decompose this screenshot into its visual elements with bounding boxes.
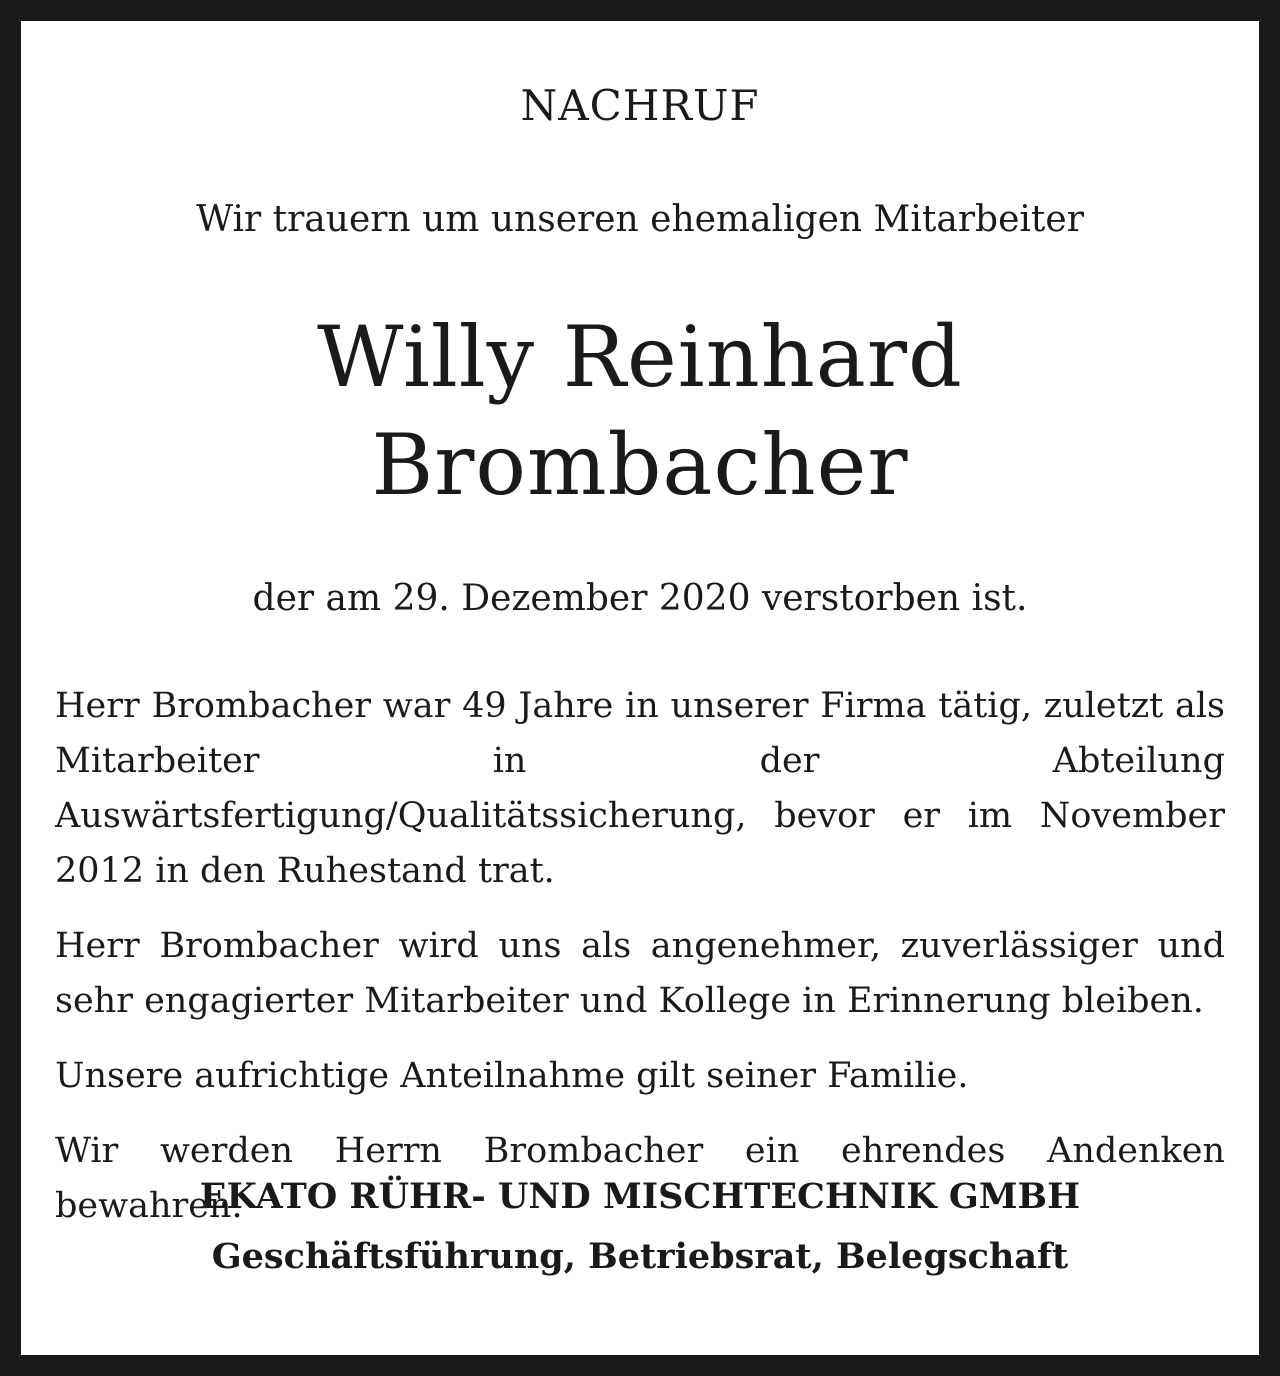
paragraph-4: Wir werden Herrn Brombacher ein ehrendes Andenken bewahren. [55,1131,1225,1226]
date-line: der am 29. Dezember 2020 verstorben ist. [252,578,1028,619]
name-line-1: Willy Reinhard [317,308,963,406]
name-line-2: Brombacher [371,416,909,514]
intro-text: Wir trauern um unseren ehemaligen Mitarbeiter [196,199,1084,240]
company-name: EKATO RÜHR- UND MISCHTECHNIK GMBH [199,1176,1081,1217]
signature-block [21,1167,1259,1287]
obituary-card [21,21,1259,1355]
paragraph-1: Herr Brombacher war 49 Jahre in unserer Firma tätig, zuletzt als Mitarbeiter in der Abteilung Auswärtsfertigung/Qualitätssicherung, bevor er im November 2012 in den Ruhestand trat. [55,686,1225,891]
heading: NACHRUF [520,81,760,130]
deceased-name [21,303,1259,519]
paragraph-2: Herr Brombacher wird uns als angenehmer, zuverlässiger und sehr engagierter Mitarbeiter und Kollege in Erinnerung bleiben. [55,926,1225,1021]
signatories: Geschäftsführung, Betriebsrat, Belegschaft [211,1236,1069,1277]
paragraph-3: Unsere aufrichtige Anteilnahme gilt seiner Familie. [55,1056,969,1096]
